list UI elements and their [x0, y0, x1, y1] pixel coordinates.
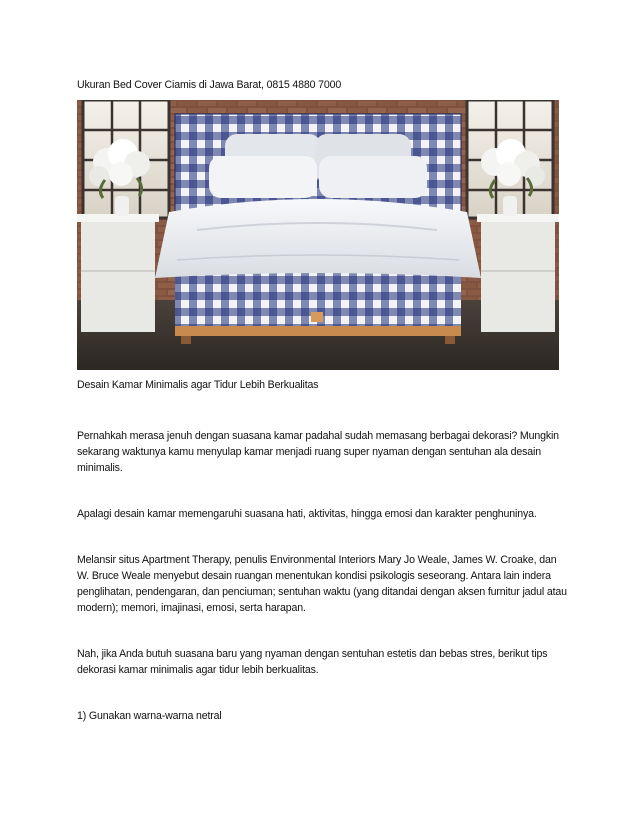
paragraph: Melansir situs Apartment Therapy, penulis Environmental Interiors Mary Jo Weale, James W. Croake, dan W. Bruce Weale menyebut desain ruangan menentukan kondisi psikologis seseorang. Antara lain indera penglihatan, pendengaran, dan penciuman; sentuhan waktu (yang ditandai dengan aksen furnitur jadul atau modern); memori, imajinasi, emosi, serta harapan.	[77, 554, 567, 614]
bed-photo	[77, 100, 559, 370]
paragraph: Nah, jika Anda butuh suasana baru yang nyaman dengan sentuhan estetis dan bebas stres, berikut tips dekorasi kamar minimalis agar tidur lebih berkualitas.	[77, 648, 548, 676]
paragraph: Apalagi desain kamar memengaruhi suasana hati, aktivitas, hingga emosi dan karakter penghuninya.	[77, 508, 537, 520]
nightstand-right	[477, 214, 559, 332]
list-heading: 1) Gunakan warna-warna netral	[77, 710, 222, 722]
paragraph: Pernahkah merasa jenuh dengan suasana kamar padahal sudah memasang berbagai dekorasi? Mungkin sekarang waktunya kamu menyulap kamar menjadi ruang super nyaman dengan sentuhan ala desain minimalis.	[77, 430, 559, 474]
nightstand-left	[77, 214, 159, 332]
duvet	[155, 199, 481, 278]
document-title: Ukuran Bed Cover Ciamis di Jawa Barat, 0815 4880 7000	[77, 79, 342, 91]
section-heading: Desain Kamar Minimalis agar Tidur Lebih Berkualitas	[77, 379, 319, 391]
